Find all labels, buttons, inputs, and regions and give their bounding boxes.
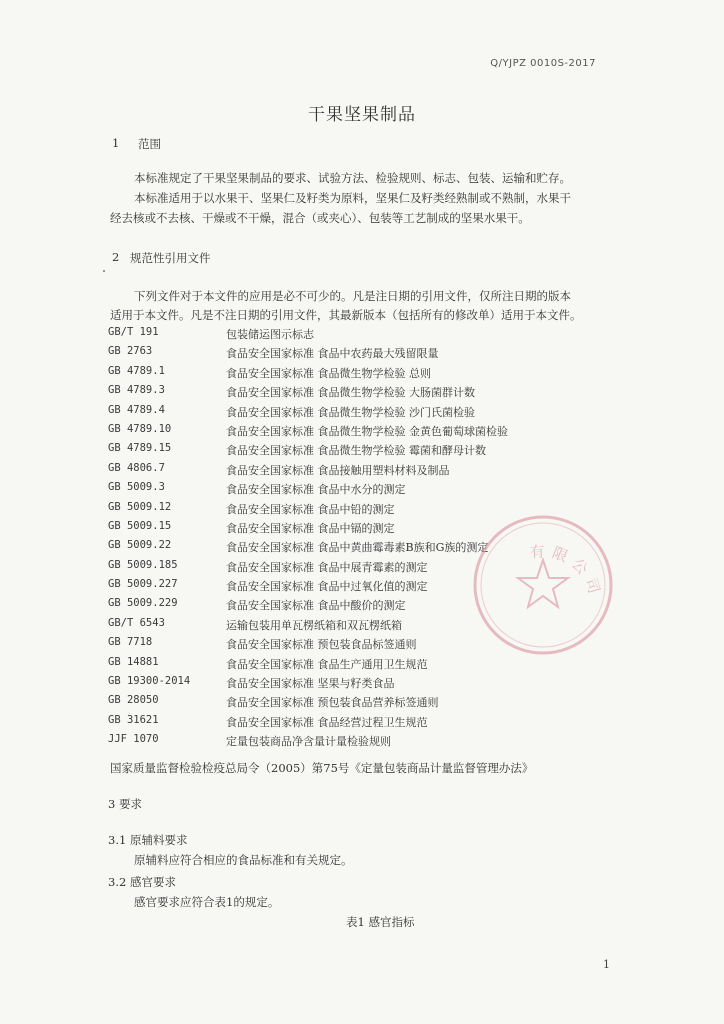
reference-code: GB 5009.227 <box>108 578 178 591</box>
reference-name: 食品安全国家标准 食品中镉的测定 <box>226 521 395 535</box>
section-3-2-heading: 3.2 感官要求 <box>108 875 176 889</box>
section-3-heading: 3 要求 <box>108 797 142 811</box>
reference-code: GB 5009.229 <box>108 597 178 610</box>
reference-row <box>108 481 668 500</box>
reference-code: GB 28050 <box>108 694 159 707</box>
reference-code: GB 4789.1 <box>108 364 165 377</box>
reference-row <box>108 442 668 461</box>
reference-name: 食品安全国家标准 食品微生物学检验 沙门氏菌检验 <box>226 405 475 419</box>
reference-row <box>108 694 668 713</box>
reference-row <box>108 384 668 403</box>
reference-code: GB 5009.22 <box>108 539 172 552</box>
reference-row <box>108 423 668 442</box>
reference-code: GB 4789.3 <box>108 384 165 397</box>
scope-paragraph-1: 本标准规定了干果坚果制品的要求、试验方法、检验规则、标志、包装、运输和贮存。 <box>134 171 571 185</box>
decree-reference: 国家质量监督检验检疫总局令（2005）第75号《定量包装商品计量监督管理办法》 <box>110 761 534 775</box>
reference-name: 食品安全国家标准 食品经营过程卫生规范 <box>226 715 428 729</box>
reference-name: 食品安全国家标准 食品微生物学检验 金黄色葡萄球菌检验 <box>226 424 508 438</box>
reference-name: 食品安全国家标准 食品中水分的测定 <box>226 483 406 497</box>
reference-row <box>108 733 668 752</box>
references-intro-line1: 下列文件对于本文件的应用是必不可少的。凡是注日期的引用文件，仅所注日期的版本 <box>134 289 571 303</box>
reference-name: 包装储运图示标志 <box>226 328 314 341</box>
section-1-heading: 范围 <box>138 137 161 151</box>
reference-code: GB 4789.15 <box>108 442 172 455</box>
reference-code: GB 31621 <box>108 713 159 726</box>
reference-row <box>108 404 668 423</box>
table-caption: 表1 感官指标 <box>346 915 415 929</box>
scan-speck <box>103 270 105 272</box>
section-2-heading: 规范性引用文件 <box>130 251 211 265</box>
section-3-2-text: 感官要求应符合表1的规定。 <box>134 895 280 909</box>
section-1-number: 1 <box>112 136 120 150</box>
reference-name: 食品安全国家标准 食品中酸价的测定 <box>226 599 406 613</box>
reference-code: GB 14881 <box>108 655 159 668</box>
standard-number: Q/YJPZ 0010S-2017 <box>490 58 596 69</box>
section-3-1-heading: 3.1 原辅料要求 <box>108 833 188 847</box>
page-number: 1 <box>603 958 610 971</box>
seal-star-icon <box>518 560 568 607</box>
reference-name: 食品安全国家标准 预包装食品标签通则 <box>226 638 417 652</box>
reference-code: GB 5009.185 <box>108 558 178 571</box>
company-seal-stamp <box>468 510 618 660</box>
reference-name: 食品安全国家标准 食品中展青霉素的测定 <box>226 560 428 574</box>
scope-paragraph-2-line2: 经去核或不去核、干燥或不干燥，混合（或夹心）、包装等工艺制成的坚果水果干。 <box>110 211 530 225</box>
reference-name: 食品安全国家标准 食品中过氧化值的测定 <box>226 580 428 594</box>
reference-row <box>108 714 668 733</box>
reference-name: 食品安全国家标准 食品生产通用卫生规范 <box>226 657 428 671</box>
reference-name: 食品安全国家标准 食品接触用塑料材料及制品 <box>226 463 450 477</box>
reference-code: GB/T 191 <box>108 326 159 338</box>
section-3-1-text: 原辅料应符合相应的食品标准和有关规定。 <box>134 853 353 867</box>
reference-code: GB 4806.7 <box>108 461 165 474</box>
reference-name: 食品安全国家标准 食品中黄曲霉毒素B族和G族的测定 <box>226 541 489 555</box>
reference-code: GB 4789.10 <box>108 422 172 435</box>
reference-name: 食品安全国家标准 坚果与籽类食品 <box>226 677 395 691</box>
reference-name: 食品安全国家标准 预包装食品营养标签通则 <box>226 696 439 710</box>
reference-code: GB 2763 <box>108 345 153 358</box>
reference-row <box>108 326 668 345</box>
svg-text:有限公司 <box>529 542 605 601</box>
reference-name: 食品安全国家标准 食品中农药最大残留限量 <box>226 347 439 361</box>
reference-name: 运输包装用单瓦楞纸箱和双瓦楞纸箱 <box>226 618 402 632</box>
reference-name: 食品安全国家标准 食品中铅的测定 <box>226 502 395 516</box>
reference-code: GB/T 6543 <box>108 616 165 629</box>
reference-row <box>108 345 668 364</box>
scope-paragraph-2-line1: 本标准适用于以水果干、坚果仁及籽类为原料，坚果仁及籽类经熟制或不熟制，水果干 <box>134 191 571 205</box>
references-intro-line2: 适用于本文件。凡是不注日期的引用文件，其最新版本（包括所有的修改单）适用于本文件。 <box>110 308 582 322</box>
reference-code: GB 4789.4 <box>108 403 165 416</box>
reference-code: GB 7718 <box>108 636 153 649</box>
reference-code: GB 5009.15 <box>108 519 172 532</box>
reference-name: 食品安全国家标准 食品微生物学检验 霉菌和酵母计数 <box>226 444 486 458</box>
reference-code: GB 19300-2014 <box>108 675 191 688</box>
page-title: 干果坚果制品 <box>308 105 416 125</box>
reference-name: 食品安全国家标准 食品微生物学检验 总则 <box>226 366 431 380</box>
seal-text: 有限公司 <box>529 542 606 602</box>
section-2-number: 2 <box>112 250 120 264</box>
reference-name: 食品安全国家标准 食品微生物学检验 大肠菌群计数 <box>226 386 475 400</box>
reference-row <box>108 675 668 694</box>
reference-code: JJF 1070 <box>108 733 159 746</box>
reference-row <box>108 365 668 384</box>
reference-row <box>108 462 668 481</box>
reference-name: 定量包装商品净含量计量检验规则 <box>226 735 391 749</box>
reference-code: GB 5009.12 <box>108 500 172 513</box>
reference-code: GB 5009.3 <box>108 481 165 494</box>
